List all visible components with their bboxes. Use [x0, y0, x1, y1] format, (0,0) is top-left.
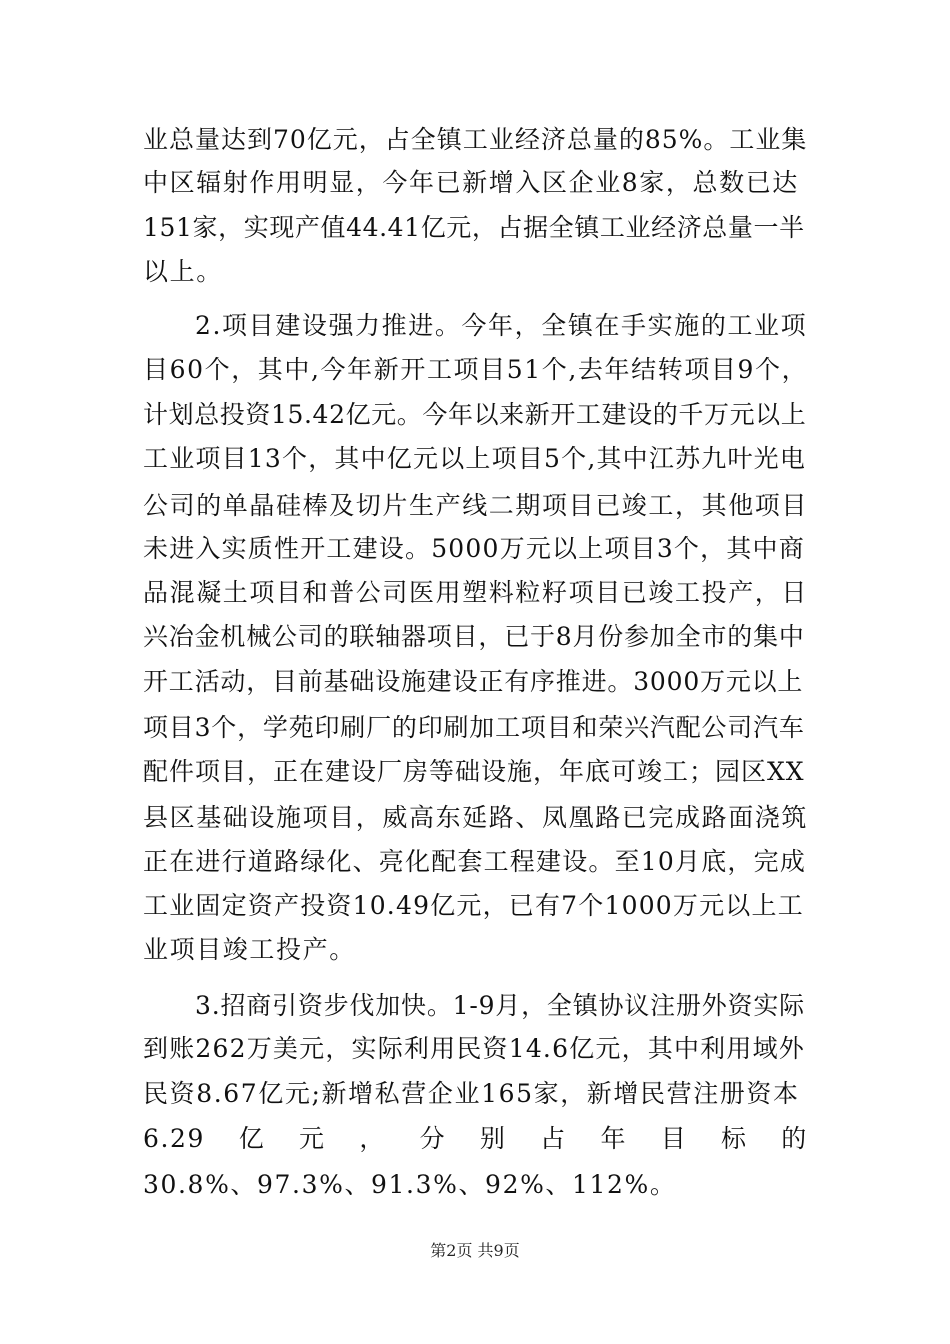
text-line: 中区辐射作用明显，今年已新增入区企业8家，总数已达	[143, 168, 799, 197]
text-line: 公司的单晶硅棒及切片生产线二期项目已竣工，其他项目	[143, 491, 809, 520]
text-line: 项目3个，学苑印刷厂的印刷加工项目和荣兴汽配公司汽车	[143, 713, 805, 742]
justified-word: 分	[419, 1124, 447, 1153]
justified-word: 别	[479, 1124, 507, 1153]
justified-text-line	[143, 1124, 808, 1154]
text-line: 县区基础设施项目，威高东延路、凤凰路已完成路面浇筑	[143, 803, 809, 832]
text-line: 到账262万美元，实际利用民资14.6亿元，其中利用域外	[143, 1034, 805, 1063]
text-line: 业总量达到70亿元，占全镇工业经济总量的85%。工业集	[143, 125, 808, 154]
text-line: 计划总投资15.42亿元。今年以来新开工建设的千万元以上	[143, 400, 807, 429]
text-line: 未进入实质性开工建设。5000万元以上项目3个，其中商	[143, 534, 805, 563]
page-number-footer: 第2页 共9页	[430, 1241, 520, 1260]
paragraph-2-first-line: 2.项目建设强力推进。今年，全镇在手实施的工业项	[195, 311, 808, 340]
text-line: 工业固定资产投资10.49亿元，已有7个1000万元以上工	[143, 891, 804, 920]
text-line: 正在进行道路绿化、亮化配套工程建设。至10月底，完成	[143, 847, 807, 876]
justified-word: 目	[660, 1124, 688, 1153]
text-line: 开工活动，目前基础设施建设正有序推进。3000万元以上	[143, 667, 804, 696]
text-line: 兴冶金机械公司的联轴器项目，已于8月份参加全市的集中	[143, 622, 805, 651]
text-line: 业项目竣工投产。	[143, 935, 356, 964]
text-line: 配件项目，正在建设厂房等础设施，年底可竣工；园区XX	[143, 757, 805, 786]
justified-word: 的	[781, 1124, 808, 1153]
text-line: 民资8.67亿元;新增私营企业165家，新增民营注册资本	[143, 1079, 800, 1108]
text-line: 以上。	[143, 257, 223, 286]
justified-word: 亿	[238, 1124, 266, 1153]
justified-word: 6.29	[143, 1124, 206, 1153]
justified-word: 标	[721, 1124, 748, 1153]
text-line: 工业项目13个，其中亿元以上项目5个,其中江苏九叶光电	[143, 444, 807, 473]
justified-word: 年	[600, 1124, 628, 1153]
paragraph-3-first-line: 3.招商引资步伐加快。1-9月，全镇协议注册外资实际	[195, 991, 805, 1020]
justified-word: 占	[540, 1124, 567, 1153]
justified-word: 元	[299, 1124, 326, 1153]
text-line: 151家，实现产值44.41亿元，占据全镇工业经济总量一半	[143, 213, 805, 242]
text-line: 品混凝土项目和普公司医用塑料粒籽项目已竣工投产，日	[143, 578, 809, 607]
text-line: 目60个，其中,今年新开工项目51个,去年结转项目9个，	[143, 355, 809, 384]
justified-word: ，	[359, 1124, 386, 1153]
text-line: 30.8%、97.3%、91.3%、92%、112%。	[143, 1170, 677, 1199]
